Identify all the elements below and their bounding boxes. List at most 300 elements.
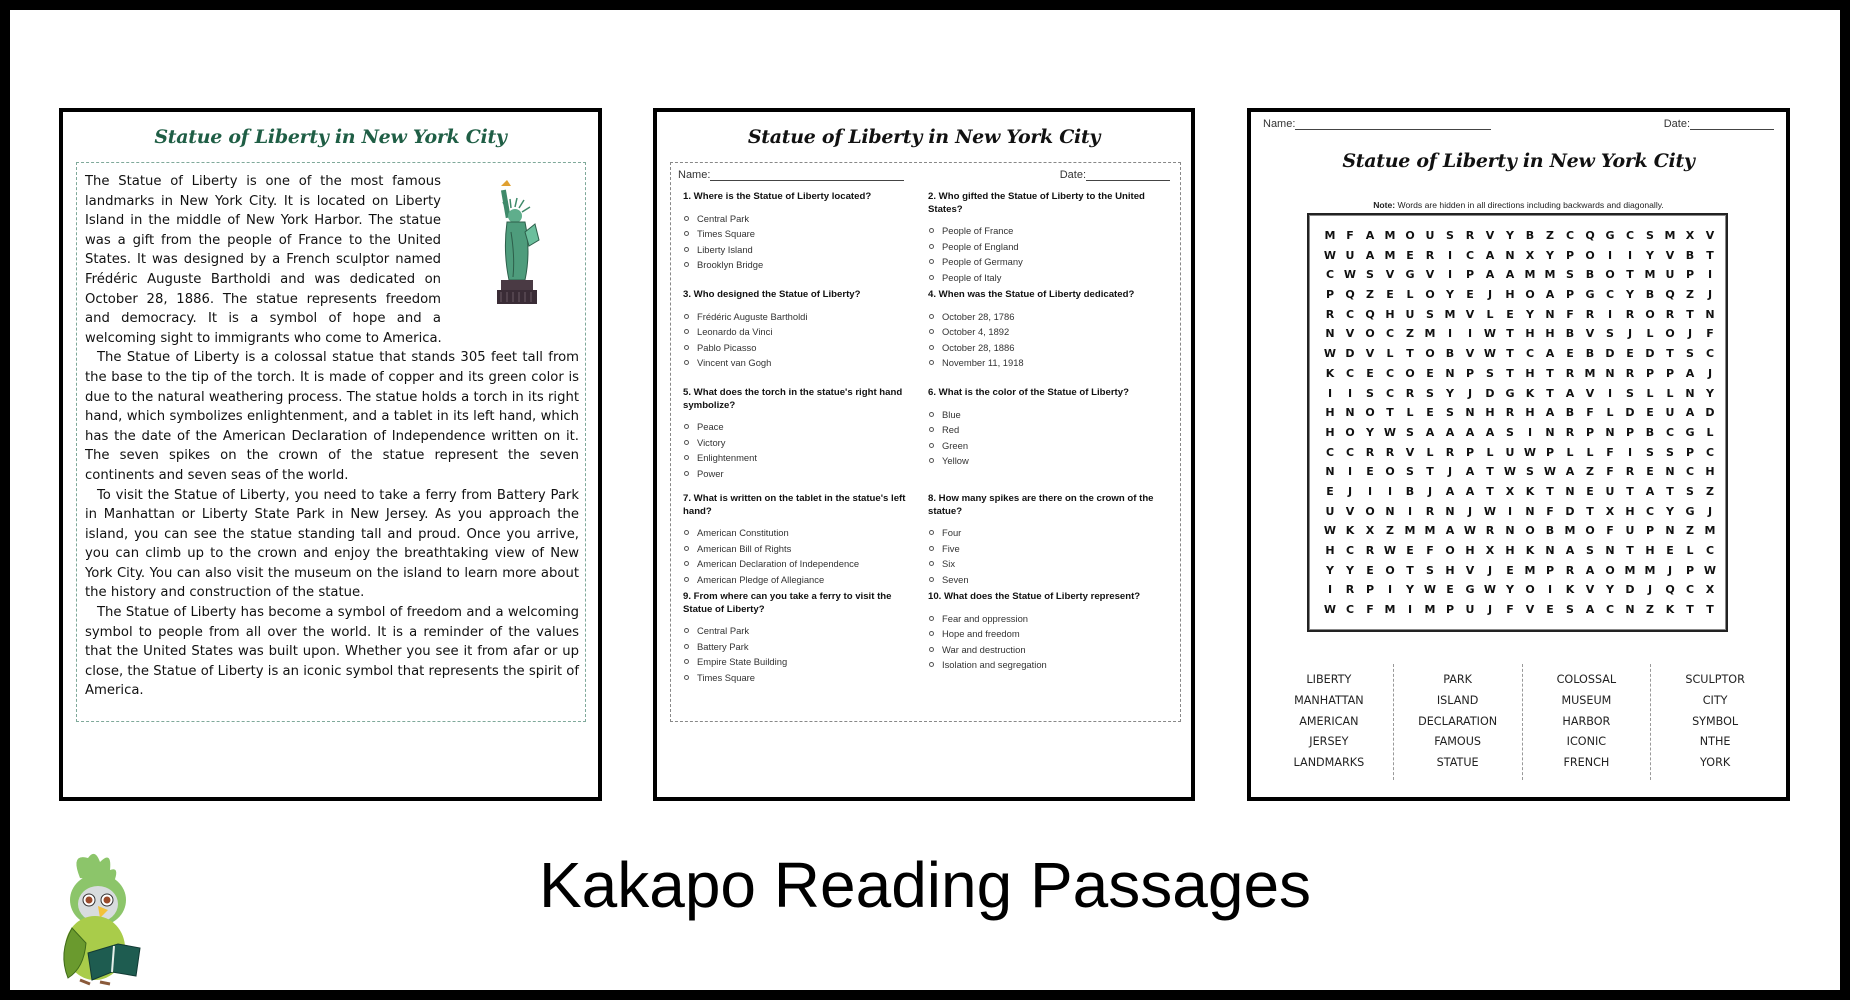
grid-letter[interactable]: T [1386,406,1394,420]
grid-letter[interactable]: F [1566,307,1574,321]
grid-letter[interactable]: S [1366,386,1374,400]
grid-letter[interactable]: J [1427,484,1433,498]
grid-letter[interactable]: N [1385,504,1395,518]
grid-letter[interactable]: P [1465,366,1475,380]
grid-letter[interactable]: H [1325,544,1335,557]
grid-letter[interactable]: H [1525,327,1535,341]
grid-letter[interactable]: O [1425,347,1435,361]
grid-letter[interactable]: W [1483,347,1497,361]
grid-letter[interactable]: S [1406,425,1414,439]
answer-option[interactable] [683,670,921,686]
grid-letter[interactable]: F [1606,524,1614,538]
grid-letter[interactable]: M [1524,563,1536,577]
grid-letter[interactable]: S [1426,386,1434,400]
grid-letter[interactable]: P [1545,563,1555,577]
grid-letter[interactable]: B [1645,288,1655,302]
answer-option[interactable] [683,355,921,371]
grid-letter[interactable]: N [1505,248,1515,262]
grid-letter[interactable]: F [1606,445,1614,459]
grid-letter[interactable]: I [1447,268,1453,282]
grid-letter[interactable]: V [1365,347,1375,361]
grid-letter[interactable]: V [1405,445,1415,459]
answer-option[interactable] [928,324,1166,340]
grid-letter[interactable]: J [1647,583,1653,597]
grid-letter[interactable]: I [1607,386,1613,400]
grid-letter[interactable]: I [1607,307,1613,321]
grid-letter[interactable]: L [1586,445,1594,459]
grid-letter[interactable]: M [1524,268,1536,282]
grid-letter[interactable]: R [1505,406,1515,420]
grid-letter[interactable]: N [1605,366,1615,380]
grid-letter[interactable]: B [1585,268,1595,282]
answer-option[interactable] [683,639,921,655]
grid-letter[interactable]: C [1385,327,1395,341]
grid-letter[interactable]: C [1385,386,1395,400]
grid-letter[interactable]: P [1685,268,1695,282]
grid-letter[interactable]: B [1545,524,1555,538]
grid-letter[interactable]: I [1407,504,1413,518]
grid-letter[interactable]: H [1325,406,1335,420]
grid-letter[interactable]: W [1383,425,1397,439]
grid-letter[interactable]: A [1485,248,1495,262]
grid-letter[interactable]: Y [1646,248,1654,262]
grid-letter[interactable]: F [1606,465,1614,479]
grid-letter[interactable]: M [1704,524,1716,538]
grid-letter[interactable]: A [1485,425,1495,439]
grid-letter[interactable]: I [1467,327,1473,341]
grid-letter[interactable]: P [1645,366,1655,380]
grid-letter[interactable]: K [1525,386,1535,400]
grid-letter[interactable]: S [1586,544,1594,557]
grid-letter[interactable]: M [1384,603,1396,617]
grid-letter[interactable]: H [1705,465,1715,479]
grid-letter[interactable]: Z [1406,327,1414,341]
grid-letter[interactable]: K [1565,583,1575,597]
grid-letter[interactable]: W [1323,248,1337,262]
grid-letter[interactable]: E [1446,583,1454,597]
grid-letter[interactable]: N [1605,425,1615,439]
grid-letter[interactable]: Y [1606,583,1614,597]
grid-letter[interactable]: P [1565,288,1575,302]
grid-letter[interactable]: B [1645,425,1655,439]
grid-letter[interactable]: C [1605,603,1615,617]
grid-letter[interactable]: Y [1666,504,1674,518]
grid-letter[interactable]: W [1543,465,1557,479]
grid-letter[interactable]: W [1323,524,1337,538]
grid-letter[interactable]: Y [1706,386,1714,400]
grid-letter[interactable]: E [1366,465,1374,479]
grid-letter[interactable]: I [1387,583,1393,597]
grid-letter[interactable]: Y [1446,386,1454,400]
grid-letter[interactable]: R [1585,307,1595,321]
grid-letter[interactable]: P [1645,524,1655,538]
grid-letter[interactable]: N [1525,504,1535,518]
grid-letter[interactable]: E [1506,307,1514,321]
answer-option[interactable] [683,572,921,588]
grid-letter[interactable]: R [1445,445,1455,459]
grid-letter[interactable]: W [1423,583,1437,597]
grid-letter[interactable]: R [1485,524,1495,538]
grid-letter[interactable]: S [1686,484,1694,498]
grid-letter[interactable]: X [1525,248,1535,262]
grid-letter[interactable]: N [1605,544,1615,557]
grid-letter[interactable]: C [1565,229,1575,242]
answer-option[interactable] [683,419,921,435]
grid-letter[interactable]: T [1506,366,1514,380]
answer-option[interactable] [928,270,1166,286]
grid-letter[interactable]: R [1625,307,1635,321]
grid-letter[interactable]: M [1384,229,1396,242]
grid-letter[interactable]: D [1625,406,1635,420]
grid-letter[interactable]: C [1345,603,1355,617]
grid-letter[interactable]: D [1605,347,1615,361]
grid-letter[interactable]: A [1485,268,1495,282]
grid-letter[interactable]: E [1646,406,1654,420]
answer-option[interactable] [928,407,1166,423]
grid-letter[interactable]: R [1565,425,1575,439]
grid-letter[interactable]: B [1525,229,1535,242]
grid-letter[interactable]: O [1585,524,1595,538]
grid-letter[interactable]: F [1426,544,1434,557]
grid-letter[interactable]: M [1644,268,1656,282]
grid-letter[interactable]: J [1687,327,1693,341]
answer-option[interactable] [683,623,921,639]
grid-letter[interactable]: H [1505,288,1515,302]
answer-option[interactable] [683,226,921,242]
grid-letter[interactable]: O [1405,366,1415,380]
grid-letter[interactable]: M [1324,229,1336,242]
grid-letter[interactable]: I [1607,248,1613,262]
grid-letter[interactable]: M [1564,524,1576,538]
grid-letter[interactable]: Z [1646,603,1654,617]
grid-letter[interactable]: C [1465,248,1475,262]
grid-letter[interactable]: X [1685,229,1695,242]
grid-letter[interactable]: V [1385,268,1395,282]
grid-letter[interactable]: C [1385,366,1395,380]
grid-letter[interactable]: L [1666,386,1674,400]
grid-letter[interactable]: L [1486,307,1494,321]
grid-letter[interactable]: W [1703,563,1717,577]
grid-letter[interactable]: J [1627,327,1633,341]
grid-letter[interactable]: R [1385,445,1395,459]
grid-letter[interactable]: O [1365,327,1375,341]
answer-option[interactable] [928,657,1166,673]
grid-letter[interactable]: U [1465,603,1475,617]
grid-letter[interactable]: E [1366,563,1374,577]
answer-option[interactable] [928,525,1166,541]
grid-letter[interactable]: A [1465,465,1475,479]
answer-option[interactable] [928,572,1166,588]
grid-letter[interactable]: T [1626,544,1634,557]
grid-letter[interactable]: G [1685,425,1695,439]
grid-letter[interactable]: R [1425,504,1435,518]
grid-letter[interactable]: T [1706,603,1714,617]
grid-letter[interactable]: H [1525,406,1535,420]
answer-option[interactable] [683,309,921,325]
grid-letter[interactable]: D [1345,347,1355,361]
name-field[interactable] [678,169,904,181]
grid-letter[interactable]: T [1506,327,1514,341]
grid-letter[interactable]: L [1686,544,1694,557]
grid-letter[interactable]: V [1345,327,1355,341]
grid-letter[interactable]: N [1705,307,1715,321]
grid-letter[interactable]: W [1383,544,1397,557]
grid-letter[interactable]: Y [1626,288,1634,302]
answer-option[interactable] [928,223,1166,239]
grid-letter[interactable]: Z [1386,524,1394,538]
grid-letter[interactable]: O [1665,327,1675,341]
grid-letter[interactable]: U [1625,524,1635,538]
grid-letter[interactable]: U [1325,504,1335,518]
grid-letter[interactable]: K [1345,524,1355,538]
grid-letter[interactable]: W [1323,347,1337,361]
grid-letter[interactable]: M [1404,524,1416,538]
grid-letter[interactable]: A [1545,288,1555,302]
grid-letter[interactable]: R [1345,583,1355,597]
grid-letter[interactable]: T [1546,386,1554,400]
name-field[interactable] [1263,118,1491,130]
grid-letter[interactable]: N [1345,406,1355,420]
grid-letter[interactable]: W [1503,465,1517,479]
grid-letter[interactable]: B [1685,248,1695,262]
grid-letter[interactable]: R [1365,445,1375,459]
grid-letter[interactable]: A [1465,484,1475,498]
grid-letter[interactable]: K [1525,544,1535,557]
grid-letter[interactable]: I [1627,248,1633,262]
grid-letter[interactable]: D [1485,386,1495,400]
grid-letter[interactable]: T [1426,465,1434,479]
grid-letter[interactable]: A [1585,563,1595,577]
grid-letter[interactable]: T [1406,563,1414,577]
grid-letter[interactable]: O [1525,524,1535,538]
grid-letter[interactable]: B [1565,406,1575,420]
grid-letter[interactable]: U [1605,484,1615,498]
grid-letter[interactable]: J [1467,386,1473,400]
grid-letter[interactable]: H [1505,544,1515,557]
grid-letter[interactable]: J [1667,563,1673,577]
grid-letter[interactable]: O [1385,563,1395,577]
grid-letter[interactable]: N [1545,307,1555,321]
grid-letter[interactable]: K [1525,484,1535,498]
grid-letter[interactable]: J [1487,288,1493,302]
grid-letter[interactable]: S [1646,445,1654,459]
grid-letter[interactable]: C [1345,307,1355,321]
grid-letter[interactable]: T [1486,465,1494,479]
grid-letter[interactable]: S [1446,229,1454,242]
grid-letter[interactable]: I [1447,327,1453,341]
grid-letter[interactable]: E [1366,366,1374,380]
grid-letter[interactable]: T [1666,484,1674,498]
grid-letter[interactable]: N [1445,366,1455,380]
grid-letter[interactable]: M [1384,248,1396,262]
grid-letter[interactable]: S [1646,229,1654,242]
grid-letter[interactable]: I [1407,603,1413,617]
grid-letter[interactable]: M [1424,603,1436,617]
grid-letter[interactable]: S [1406,465,1414,479]
grid-letter[interactable]: G [1405,268,1415,282]
grid-letter[interactable]: O [1365,504,1375,518]
answer-option[interactable] [928,309,1166,325]
grid-letter[interactable]: S [1606,327,1614,341]
grid-letter[interactable]: B [1445,347,1455,361]
grid-letter[interactable]: V [1525,603,1535,617]
grid-letter[interactable]: F [1586,406,1594,420]
grid-letter[interactable]: E [1426,366,1434,380]
grid-letter[interactable]: P [1585,425,1595,439]
grid-letter[interactable]: V [1345,504,1355,518]
grid-letter[interactable]: Z [1686,524,1694,538]
grid-letter[interactable]: I [1347,465,1353,479]
grid-letter[interactable]: S [1666,445,1674,459]
grid-letter[interactable]: U [1405,307,1415,321]
answer-option[interactable] [928,556,1166,572]
answer-option[interactable] [683,654,921,670]
grid-letter[interactable]: A [1565,386,1575,400]
grid-letter[interactable]: G [1505,386,1515,400]
grid-letter[interactable]: W [1323,603,1337,617]
grid-letter[interactable]: M [1424,524,1436,538]
grid-letter[interactable]: A [1425,425,1435,439]
grid-letter[interactable]: A [1685,366,1695,380]
grid-letter[interactable]: S [1446,406,1454,420]
grid-letter[interactable]: S [1426,307,1434,321]
grid-letter[interactable]: J [1707,366,1713,380]
grid-letter[interactable]: Z [1686,288,1694,302]
answer-option[interactable] [928,254,1166,270]
grid-letter[interactable]: U [1505,445,1515,459]
grid-letter[interactable]: T [1506,347,1514,361]
grid-letter[interactable]: C [1705,544,1715,557]
grid-letter[interactable]: H [1645,544,1655,557]
grid-letter[interactable]: L [1706,425,1714,439]
grid-letter[interactable]: H [1485,406,1495,420]
grid-letter[interactable]: B [1405,484,1415,498]
grid-letter[interactable]: U [1665,406,1675,420]
grid-letter[interactable]: A [1505,268,1515,282]
grid-letter[interactable]: Z [1586,465,1594,479]
grid-letter[interactable]: R [1565,366,1575,380]
grid-letter[interactable]: H [1465,544,1475,557]
grid-letter[interactable]: L [1606,406,1614,420]
grid-letter[interactable]: M [1544,268,1556,282]
grid-letter[interactable]: C [1325,268,1335,282]
grid-letter[interactable]: H [1525,366,1535,380]
grid-letter[interactable]: L [1426,445,1434,459]
grid-letter[interactable]: A [1565,544,1575,557]
grid-letter[interactable]: H [1445,563,1455,577]
grid-letter[interactable]: M [1584,366,1596,380]
grid-letter[interactable]: W [1343,268,1357,282]
grid-letter[interactable]: L [1406,288,1414,302]
grid-letter[interactable]: L [1646,327,1654,341]
grid-letter[interactable]: J [1487,563,1493,577]
grid-letter[interactable]: W [1483,327,1497,341]
grid-letter[interactable]: Y [1446,288,1454,302]
grid-letter[interactable]: C [1625,229,1635,242]
grid-letter[interactable]: O [1605,268,1615,282]
grid-letter[interactable]: O [1605,563,1615,577]
grid-letter[interactable]: N [1325,465,1335,479]
grid-letter[interactable]: N [1685,386,1695,400]
grid-letter[interactable]: A [1645,484,1655,498]
grid-letter[interactable]: O [1645,307,1655,321]
grid-letter[interactable]: X [1605,504,1615,518]
grid-letter[interactable]: T [1546,484,1554,498]
grid-letter[interactable]: N [1325,327,1335,341]
grid-letter[interactable]: R [1325,307,1335,321]
answer-option[interactable] [683,556,921,572]
grid-letter[interactable]: C [1605,288,1615,302]
grid-letter[interactable]: E [1546,603,1554,617]
grid-letter[interactable]: C [1685,465,1695,479]
grid-letter[interactable]: V [1665,248,1675,262]
grid-letter[interactable]: O [1445,544,1455,557]
grid-letter[interactable]: M [1624,563,1636,577]
grid-letter[interactable]: Y [1366,425,1374,439]
grid-letter[interactable]: V [1585,583,1595,597]
grid-letter[interactable]: A [1585,603,1595,617]
grid-letter[interactable]: W [1463,524,1477,538]
grid-letter[interactable]: V [1425,268,1435,282]
grid-letter[interactable]: T [1666,347,1674,361]
grid-letter[interactable]: I [1387,484,1393,498]
grid-letter[interactable]: P [1665,366,1675,380]
grid-letter[interactable]: S [1526,465,1534,479]
grid-letter[interactable]: T [1406,347,1414,361]
grid-letter[interactable]: G [1585,288,1595,302]
grid-letter[interactable]: J [1467,504,1473,518]
grid-letter[interactable]: E [1566,347,1574,361]
grid-letter[interactable]: N [1565,484,1575,498]
answer-option[interactable] [928,355,1166,371]
grid-letter[interactable]: T [1546,366,1554,380]
grid-letter[interactable]: I [1507,504,1513,518]
grid-letter[interactable]: X [1365,524,1375,538]
grid-letter[interactable]: P [1565,248,1575,262]
grid-letter[interactable]: O [1345,425,1355,439]
grid-letter[interactable]: R [1465,229,1475,242]
answer-option[interactable] [683,242,921,258]
grid-letter[interactable]: E [1406,544,1414,557]
grid-letter[interactable]: X [1505,484,1515,498]
grid-letter[interactable]: E [1406,248,1414,262]
grid-letter[interactable]: E [1506,563,1514,577]
grid-letter[interactable]: C [1705,445,1715,459]
grid-letter[interactable]: D [1705,406,1715,420]
grid-letter[interactable]: A [1465,425,1475,439]
answer-option[interactable] [683,541,921,557]
grid-letter[interactable]: Y [1506,229,1514,242]
grid-letter[interactable]: A [1545,347,1555,361]
grid-letter[interactable]: A [1445,524,1455,538]
grid-letter[interactable]: O [1425,288,1435,302]
answer-option[interactable] [683,340,921,356]
grid-letter[interactable]: R [1365,544,1375,557]
grid-letter[interactable]: Z [1706,484,1714,498]
grid-letter[interactable]: F [1346,229,1354,242]
grid-letter[interactable]: C [1665,425,1675,439]
grid-letter[interactable]: K [1325,366,1335,380]
grid-letter[interactable]: T [1686,603,1694,617]
grid-letter[interactable]: Z [1366,288,1374,302]
grid-letter[interactable]: H [1385,307,1395,321]
answer-option[interactable] [683,211,921,227]
grid-letter[interactable]: I [1367,484,1373,498]
grid-letter[interactable]: C [1325,445,1335,459]
grid-letter[interactable]: V [1585,386,1595,400]
answer-option[interactable] [928,626,1166,642]
grid-letter[interactable]: O [1585,248,1595,262]
